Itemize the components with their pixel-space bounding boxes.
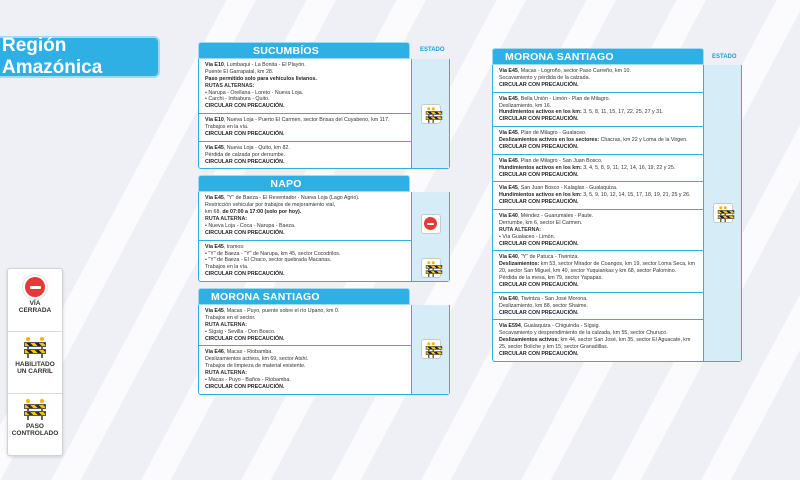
closed-road-icon [25, 277, 45, 297]
entry-morona-left-1: Vía E45, Macas - Puyo, puente sobre el río Upano, km 0. Trabajos en el sector. RUTA ALTERNA: • Sígsig - Sevilla - Don Bosco. CIRCULAR CON PRECAUCIÓN. [199, 305, 411, 345]
barrier-icon [717, 208, 728, 217]
section-title-morona-left: MORONA SANTIAGO [198, 288, 410, 305]
section-napo [198, 192, 450, 282]
legend-panel [7, 268, 63, 456]
status-badge-barrier [421, 339, 441, 359]
entry-morona-right-2: Vía E45, Bella Unión - Limón - Plan de Milagro. Deslizamiento, km 16. Hundimientos activos en los km: 3, 5, 8, 11, 15, 17, 22, 25, 27 y 31. CIRCULAR CON PRECAUCIÓN. [493, 92, 703, 127]
status-column-morona-right [703, 65, 741, 361]
estado-label: ESTADO [712, 54, 737, 60]
status-badge-barrier [421, 258, 441, 278]
section-morona-left [198, 305, 450, 395]
section-morona-right [492, 65, 742, 362]
entry-morona-right-3: Vía E45, Plan de Milagro - Gualaceo. Deslizamientos activos en los sectores: Chacras, km 22 y Loma de la Virgen. CIRCULAR CON PRECAUCIÓN. [493, 126, 703, 154]
barrier-icon [425, 109, 436, 118]
status-column-morona-left [411, 305, 449, 394]
entry-morona-right-9: Vía E594, Gualaquiza - Chiguinda - Sígsig. Socavamiento y desprendimiento de la calzada, km 55, sector Churuco. Deslizamientos activos: km 44, sector San José, km 35, sector El Aguacate, km 25, sector Boliche y km 15, sector Granadillas. CIRCULAR CON PRECAUCIÓN. [493, 319, 703, 360]
legend-closed-road: VÍA CERRADA [8, 269, 62, 331]
entry-morona-right-5: Vía E45, San Juan Bosco - Kalaglas - Gualaquiza. Hundimientos activos en los km: 3, 5, 9, 10, 12, 14, 15, 17, 18, 19, 21, 25 y 26. CIRCULAR CON PRECAUCIÓN. [493, 181, 703, 209]
entry-sucumbios-3: Vía E45, Nueva Loja - Quito, km 82. Pérdida de calzada por derrumbe. CIRCULAR CON PRECAUCIÓN. [199, 141, 411, 169]
section-title-sucumbios: SUCUMBÍOS [198, 42, 410, 59]
status-column-napo [411, 192, 449, 281]
legend-controlled-pass: PASO CONTROLADO [8, 393, 62, 455]
entry-morona-right-6: Vía E40, Méndez - Guarumales - Paute. Derrumbe, km 6, sector El Carmen. RUTA ALTERNA: • Vía Gualaceo - Limón. CIRCULAR CON PRECAUCIÓN. [493, 209, 703, 250]
entry-morona-left-2: Vía E46, Macas - Riobamba. Deslizamientos activos, km 69, sector Atshí. Trabajos de limpieza de material existente. RUTA ALTERNA: • Macas - Puyo - Baños - Riobamba. CIRCULAR CON PRECAUCIÓN. [199, 345, 411, 393]
status-badge-barrier [421, 104, 441, 124]
entry-napo-1: Vía E45, "Y" de Baeza - El Reventador - Nueva Loja (Lago Agrio). Restricción vehicular por trabajos de mejoramiento vial, km 68, de 07:00 a 17:00 (solo por hoy). RUTA ALTERNA: • Nueva Loja - Coca - Narupa - Baeza. CIRCULAR CON PRECAUCIÓN. [199, 192, 411, 239]
entry-morona-right-7: Vía E40, "Y" de Patuca - Tiwintza. Deslizamientos: km 53, sector Mirador de Coangos, km 19, sector Loma Seca, km 20, sector San Miguel, km 40, sector Yuquiankas y km 68, sector Palomino. Pérdida de la mesa, km 79, sector Yapapas. CIRCULAR CON PRECAUCIÓN. [493, 250, 703, 291]
right-column [492, 48, 742, 362]
region-title: Región Amazónica [0, 36, 160, 78]
section-title-morona-right: MORONA SANTIAGO [492, 48, 704, 65]
estado-label: ESTADO [420, 47, 445, 53]
section-sucumbios [198, 59, 450, 169]
barrier-icon [24, 340, 46, 358]
entry-morona-right-8: Vía E40, Tiwintza - San José Morona. Deslizamiento, km 88, sector Shaime. CIRCULAR CON PRECAUCIÓN. [493, 292, 703, 320]
middle-column [198, 42, 450, 395]
entry-morona-right-4: Vía E45, Plan de Milagro - San Juan Bosco. Hundimientos activos en los km: 3, 4, 5, 8, 9, 11, 12, 14, 16, 19, 22 y 25. CIRCULAR CON PRECAUCIÓN. [493, 154, 703, 182]
status-badge-barrier [713, 203, 733, 223]
section-title-napo: NAPO [198, 175, 410, 192]
barrier-icon [425, 264, 436, 273]
entry-morona-right-1: Vía E45, Macas - Logroño, sector Paso Carreño, km 10. Socavamiento y pérdida de la calzada. CIRCULAR CON PRECAUCIÓN. [499, 68, 631, 88]
barrier-small-icon [24, 402, 46, 420]
barrier-icon [425, 345, 436, 354]
status-badge-closed [421, 214, 441, 234]
status-column-sucumbios [411, 59, 449, 168]
closed-road-icon [424, 217, 437, 230]
legend-one-lane: HABILITADO UN CARRIL [8, 331, 62, 393]
entry-sucumbios-1: Vía E10, Lumbaqui - La Bonita - El Playón. Puente El Garrapatal, km 28. Paso permitido solo para vehículos livianos. RUTAS ALTERNAS: • Narupa - Orellana - Loreto - Nueva Loja. • Carchi - Imbabura - Quito. CIRCULAR CON PRECAUCIÓN. [199, 59, 411, 113]
entry-sucumbios-2: Vía E10, Nueva Loja - Puerto El Carmen, sector Brisas del Cuyabeno, km 117. Trabajos en la vía. CIRCULAR CON PRECAUCIÓN. [199, 113, 411, 141]
entry-napo-2: Vía E45, tramos: • "Y" de Baeza - "Y" de Narupa, km 45, sector Cocodrilos. • "Y" de Baeza - El Chaco, sector quebrada Macanas. Trabajos en la vía. CIRCULAR CON PRECAUCIÓN. [199, 240, 411, 281]
